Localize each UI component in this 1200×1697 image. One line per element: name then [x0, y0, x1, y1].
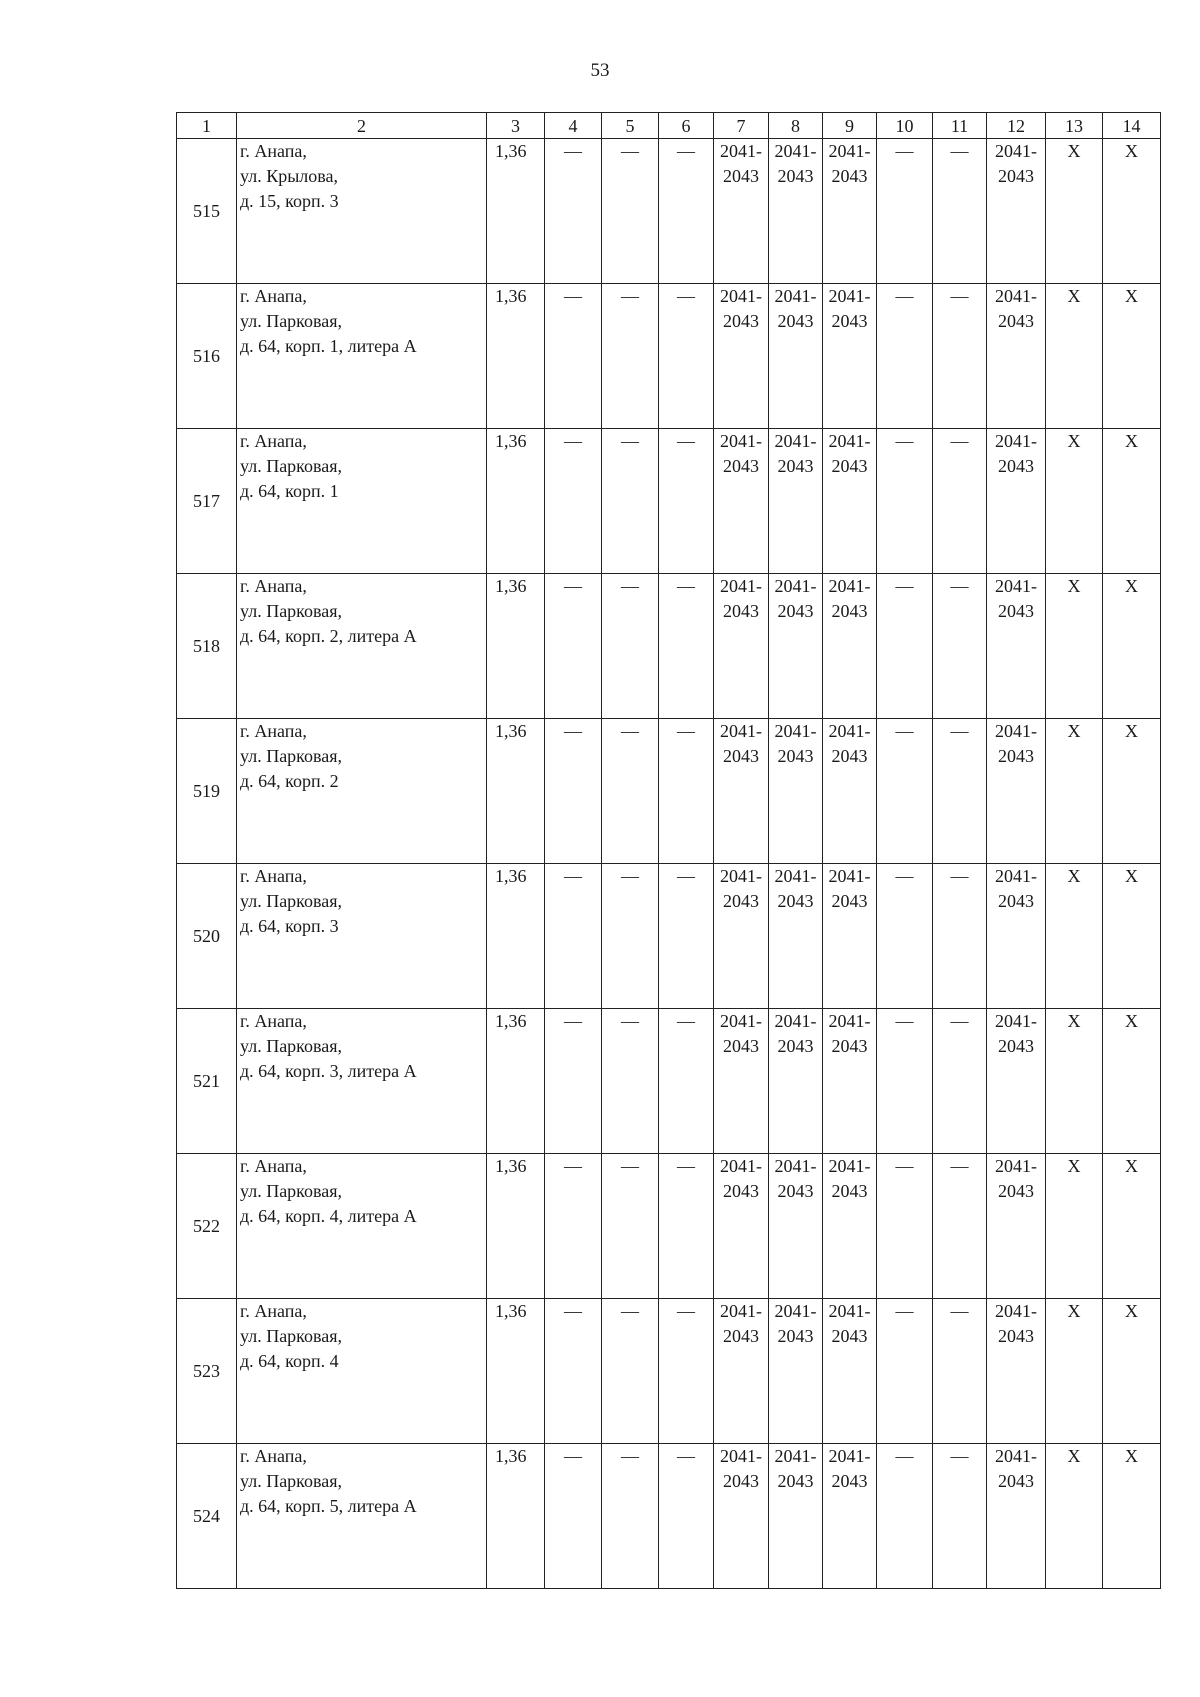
period-line: 2041- — [774, 1156, 817, 1176]
address-line: ул. Парковая, — [240, 1326, 343, 1346]
period-line: 2043 — [831, 746, 868, 766]
period-cell — [987, 1009, 1046, 1154]
period-line: 2041- — [828, 721, 871, 741]
period-line: 2041- — [720, 431, 762, 451]
value-cell: 1,36 — [487, 1154, 545, 1299]
column-header: 14 — [1103, 113, 1161, 139]
period-line: 2043 — [723, 746, 759, 766]
period-line: 2043 — [723, 601, 759, 621]
address-line: д. 64, корп. 5, литера А — [240, 1496, 417, 1516]
period-line: 2041- — [828, 576, 871, 596]
period-line: 2041- — [720, 576, 762, 596]
dash-cell: — — [602, 429, 659, 574]
period-cell — [769, 1009, 823, 1154]
period-line: 2043 — [723, 456, 759, 476]
column-header: 1 — [177, 113, 237, 139]
period-cell — [714, 864, 769, 1009]
mark-cell: Х — [1046, 574, 1103, 719]
period-line: 2041- — [720, 141, 762, 161]
period-cell — [823, 1444, 877, 1589]
dash-cell: — — [877, 1009, 933, 1154]
dash-cell: — — [545, 864, 602, 1009]
address-line: г. Анапа, — [240, 1156, 307, 1176]
dash-cell: — — [602, 1299, 659, 1444]
dash-cell: — — [602, 864, 659, 1009]
dash-cell: — — [602, 1444, 659, 1589]
table-row — [177, 864, 1161, 1009]
row-number: 518 — [177, 574, 237, 719]
period-cell — [987, 1444, 1046, 1589]
period-line: 2041- — [774, 1446, 817, 1466]
period-line: 2043 — [777, 311, 814, 331]
period-cell — [769, 139, 823, 284]
dash-cell: — — [545, 284, 602, 429]
period-line: 2043 — [831, 1036, 868, 1056]
mark-cell: Х — [1103, 284, 1161, 429]
column-header: 8 — [769, 113, 823, 139]
address-cell — [237, 284, 487, 429]
period-cell — [987, 429, 1046, 574]
address-line: д. 64, корп. 1 — [240, 481, 339, 501]
mark-cell: Х — [1046, 284, 1103, 429]
period-cell — [714, 1444, 769, 1589]
period-line: 2043 — [777, 746, 814, 766]
period-line: 2041- — [774, 431, 817, 451]
period-line: 2043 — [998, 601, 1034, 621]
mark-cell: Х — [1046, 719, 1103, 864]
address-line: д. 64, корп. 1, литера А — [240, 336, 417, 356]
mark-cell: Х — [1046, 1299, 1103, 1444]
period-line: 2041- — [774, 1011, 817, 1031]
address-line: ул. Парковая, — [240, 891, 343, 911]
period-cell — [823, 574, 877, 719]
row-number: 515 — [177, 139, 237, 284]
period-line: 2041- — [720, 1156, 762, 1176]
address-line: ул. Парковая, — [240, 746, 343, 766]
period-line: 2043 — [777, 1471, 814, 1491]
period-line: 2043 — [777, 1036, 814, 1056]
value-cell: 1,36 — [487, 1444, 545, 1589]
address-line: г. Анапа, — [240, 1011, 307, 1031]
period-cell — [714, 574, 769, 719]
dash-cell: — — [933, 429, 987, 574]
period-line: 2043 — [998, 1471, 1034, 1491]
period-line: 2043 — [831, 1471, 868, 1491]
period-line: 2043 — [777, 601, 814, 621]
dash-cell: — — [877, 139, 933, 284]
table-row — [177, 1299, 1161, 1444]
address-line: г. Анапа, — [240, 1446, 307, 1466]
period-cell — [823, 429, 877, 574]
column-header: 4 — [545, 113, 602, 139]
mark-cell: Х — [1103, 1444, 1161, 1589]
period-line: 2041- — [774, 286, 817, 306]
period-line: 2041- — [828, 866, 871, 886]
dash-cell: — — [659, 284, 714, 429]
dash-cell: — — [933, 1444, 987, 1589]
dash-cell: — — [659, 139, 714, 284]
period-line: 2043 — [723, 1036, 759, 1056]
dash-cell: — — [877, 719, 933, 864]
period-cell — [987, 139, 1046, 284]
period-line: 2041- — [828, 1446, 871, 1466]
mark-cell: Х — [1046, 1154, 1103, 1299]
period-line: 2041- — [995, 1446, 1037, 1466]
period-line: 2041- — [995, 286, 1037, 306]
period-cell — [714, 139, 769, 284]
address-line: д. 64, корп. 2, литера А — [240, 626, 417, 646]
period-line: 2043 — [831, 311, 868, 331]
dash-cell: — — [659, 1444, 714, 1589]
address-cell — [237, 574, 487, 719]
mark-cell: Х — [1103, 139, 1161, 284]
dash-cell: — — [659, 429, 714, 574]
address-cell — [237, 719, 487, 864]
page-number: 53 — [590, 60, 610, 81]
column-header: 2 — [237, 113, 487, 139]
period-line: 2041- — [828, 286, 871, 306]
period-line: 2041- — [774, 1301, 817, 1321]
address-line: д. 64, корп. 4, литера А — [240, 1206, 417, 1226]
address-line: г. Анапа, — [240, 1301, 307, 1321]
period-line: 2043 — [723, 1471, 759, 1491]
period-cell — [987, 1299, 1046, 1444]
value-cell: 1,36 — [487, 429, 545, 574]
period-line: 2041- — [995, 1156, 1037, 1176]
period-cell — [987, 574, 1046, 719]
period-line: 2041- — [828, 141, 871, 161]
period-line: 2041- — [774, 576, 817, 596]
address-line: ул. Парковая, — [240, 1181, 343, 1201]
dash-cell: — — [545, 574, 602, 719]
period-line: 2043 — [831, 1181, 868, 1201]
period-cell — [769, 864, 823, 1009]
address-line: ул. Крылова, — [240, 166, 339, 186]
value-cell: 1,36 — [487, 139, 545, 284]
period-line: 2041- — [774, 141, 817, 161]
column-header: 6 — [659, 113, 714, 139]
dash-cell: — — [545, 1299, 602, 1444]
value-cell: 1,36 — [487, 1009, 545, 1154]
mark-cell: Х — [1103, 1009, 1161, 1154]
address-line: д. 64, корп. 2 — [240, 771, 339, 791]
table-row — [177, 139, 1161, 284]
mark-cell: Х — [1046, 864, 1103, 1009]
period-line: 2043 — [831, 891, 868, 911]
mark-cell: Х — [1103, 719, 1161, 864]
mark-cell: Х — [1046, 429, 1103, 574]
period-line: 2043 — [831, 1326, 868, 1346]
period-cell — [823, 719, 877, 864]
address-line: д. 64, корп. 4 — [240, 1351, 339, 1371]
dash-cell: — — [545, 1444, 602, 1589]
period-line: 2041- — [720, 286, 762, 306]
dash-cell: — — [659, 1154, 714, 1299]
dash-cell: — — [877, 864, 933, 1009]
mark-cell: Х — [1103, 574, 1161, 719]
address-cell — [237, 1154, 487, 1299]
address-cell — [237, 864, 487, 1009]
period-line: 2043 — [723, 891, 759, 911]
value-cell: 1,36 — [487, 284, 545, 429]
period-line: 2043 — [723, 1181, 759, 1201]
row-number: 519 — [177, 719, 237, 864]
column-header: 12 — [987, 113, 1046, 139]
row-number: 522 — [177, 1154, 237, 1299]
period-line: 2041- — [828, 431, 871, 451]
mark-cell: Х — [1103, 1299, 1161, 1444]
dash-cell: — — [602, 719, 659, 864]
dash-cell: — — [933, 1009, 987, 1154]
period-line: 2043 — [831, 456, 868, 476]
dash-cell: — — [933, 719, 987, 864]
address-cell — [237, 429, 487, 574]
period-line: 2041- — [720, 866, 762, 886]
table-row — [177, 429, 1161, 574]
period-line: 2041- — [995, 866, 1037, 886]
column-header: 5 — [602, 113, 659, 139]
mark-cell: Х — [1046, 1009, 1103, 1154]
address-cell — [237, 139, 487, 284]
period-line: 2041- — [720, 1446, 762, 1466]
dash-cell: — — [933, 139, 987, 284]
period-line: 2043 — [998, 1326, 1034, 1346]
period-line: 2041- — [828, 1011, 871, 1031]
period-cell — [823, 139, 877, 284]
mark-cell: Х — [1046, 1444, 1103, 1589]
value-cell: 1,36 — [487, 1299, 545, 1444]
period-line: 2041- — [995, 141, 1037, 161]
housing-register-table — [176, 112, 1161, 1589]
column-header: 10 — [877, 113, 933, 139]
dash-cell: — — [877, 429, 933, 574]
period-line: 2043 — [998, 1036, 1034, 1056]
dash-cell: — — [933, 1154, 987, 1299]
address-line: д. 64, корп. 3, литера А — [240, 1061, 417, 1081]
period-line: 2043 — [998, 891, 1034, 911]
dash-cell: — — [877, 1444, 933, 1589]
address-line: д. 15, корп. 3 — [240, 191, 339, 211]
address-line: г. Анапа, — [240, 286, 307, 306]
dash-cell: — — [877, 574, 933, 719]
dash-cell: — — [877, 284, 933, 429]
dash-cell: — — [602, 1009, 659, 1154]
address-line: ул. Парковая, — [240, 1471, 343, 1491]
mark-cell: Х — [1103, 429, 1161, 574]
column-number-row — [177, 113, 1161, 139]
period-cell — [823, 1154, 877, 1299]
address-line: д. 64, корп. 3 — [240, 916, 339, 936]
period-cell — [823, 864, 877, 1009]
dash-cell: — — [659, 1299, 714, 1444]
period-line: 2043 — [998, 456, 1034, 476]
period-cell — [987, 719, 1046, 864]
dash-cell: — — [545, 1009, 602, 1154]
row-number: 521 — [177, 1009, 237, 1154]
period-line: 2041- — [774, 866, 817, 886]
period-cell — [769, 574, 823, 719]
period-line: 2043 — [998, 311, 1034, 331]
period-line: 2043 — [831, 601, 868, 621]
dash-cell: — — [659, 574, 714, 719]
table-row — [177, 1444, 1161, 1589]
period-line: 2043 — [998, 1181, 1034, 1201]
period-cell — [823, 1009, 877, 1154]
mark-cell: Х — [1046, 139, 1103, 284]
row-number: 524 — [177, 1444, 237, 1589]
period-line: 2041- — [828, 1156, 871, 1176]
value-cell: 1,36 — [487, 719, 545, 864]
period-line: 2043 — [723, 311, 759, 331]
dash-cell: — — [877, 1299, 933, 1444]
period-line: 2043 — [777, 1326, 814, 1346]
period-line: 2041- — [720, 1301, 762, 1321]
dash-cell: — — [659, 864, 714, 1009]
value-cell: 1,36 — [487, 864, 545, 1009]
table-row — [177, 574, 1161, 719]
period-line: 2041- — [995, 1301, 1037, 1321]
period-line: 2041- — [720, 721, 762, 741]
dash-cell: — — [602, 284, 659, 429]
address-line: г. Анапа, — [240, 431, 307, 451]
period-cell — [714, 1009, 769, 1154]
dash-cell: — — [545, 1154, 602, 1299]
period-cell — [987, 864, 1046, 1009]
dash-cell: — — [602, 1154, 659, 1299]
period-cell — [769, 1299, 823, 1444]
dash-cell: — — [659, 1009, 714, 1154]
period-line: 2041- — [995, 431, 1037, 451]
column-header: 13 — [1046, 113, 1103, 139]
address-cell — [237, 1299, 487, 1444]
period-line: 2043 — [723, 1326, 759, 1346]
row-number: 516 — [177, 284, 237, 429]
period-cell — [823, 284, 877, 429]
address-cell — [237, 1444, 487, 1589]
period-line: 2041- — [720, 1011, 762, 1031]
period-cell — [714, 719, 769, 864]
period-line: 2043 — [777, 891, 814, 911]
address-line: г. Анапа, — [240, 721, 307, 741]
row-number: 523 — [177, 1299, 237, 1444]
period-cell — [769, 1444, 823, 1589]
period-line: 2043 — [831, 166, 868, 186]
dash-cell: — — [545, 719, 602, 864]
period-cell — [714, 1299, 769, 1444]
dash-cell: — — [933, 574, 987, 719]
period-line: 2041- — [995, 1011, 1037, 1031]
address-line: г. Анапа, — [240, 866, 307, 886]
period-cell — [769, 284, 823, 429]
period-cell — [987, 284, 1046, 429]
period-cell — [714, 429, 769, 574]
period-line: 2043 — [777, 456, 814, 476]
period-cell — [714, 1154, 769, 1299]
row-number: 517 — [177, 429, 237, 574]
dash-cell: — — [545, 429, 602, 574]
dash-cell: — — [877, 1154, 933, 1299]
dash-cell: — — [545, 139, 602, 284]
period-line: 2043 — [777, 1181, 814, 1201]
period-cell — [769, 1154, 823, 1299]
address-line: ул. Парковая, — [240, 601, 343, 621]
period-cell — [987, 1154, 1046, 1299]
table-row — [177, 1009, 1161, 1154]
mark-cell: Х — [1103, 864, 1161, 1009]
mark-cell: Х — [1103, 1154, 1161, 1299]
period-line: 2041- — [828, 1301, 871, 1321]
dash-cell: — — [659, 719, 714, 864]
period-line: 2041- — [995, 721, 1037, 741]
period-cell — [769, 719, 823, 864]
table-row — [177, 1154, 1161, 1299]
period-line: 2043 — [998, 746, 1034, 766]
address-line: г. Анапа, — [240, 141, 307, 161]
dash-cell: — — [933, 864, 987, 1009]
period-line: 2043 — [777, 166, 814, 186]
column-header: 11 — [933, 113, 987, 139]
period-line: 2041- — [995, 576, 1037, 596]
column-header: 3 — [487, 113, 545, 139]
dash-cell: — — [602, 139, 659, 284]
period-cell — [769, 429, 823, 574]
table-row — [177, 719, 1161, 864]
row-number: 520 — [177, 864, 237, 1009]
column-header: 9 — [823, 113, 877, 139]
address-line: ул. Парковая, — [240, 1036, 343, 1056]
dash-cell: — — [933, 1299, 987, 1444]
value-cell: 1,36 — [487, 574, 545, 719]
period-cell — [714, 284, 769, 429]
address-cell — [237, 1009, 487, 1154]
address-line: ул. Парковая, — [240, 456, 343, 476]
dash-cell: — — [933, 284, 987, 429]
column-header: 7 — [714, 113, 769, 139]
table-row — [177, 284, 1161, 429]
period-line: 2043 — [723, 166, 759, 186]
period-line: 2043 — [998, 166, 1034, 186]
dash-cell: — — [602, 574, 659, 719]
period-cell — [823, 1299, 877, 1444]
address-line: ул. Парковая, — [240, 311, 343, 331]
period-line: 2041- — [774, 721, 817, 741]
address-line: г. Анапа, — [240, 576, 307, 596]
